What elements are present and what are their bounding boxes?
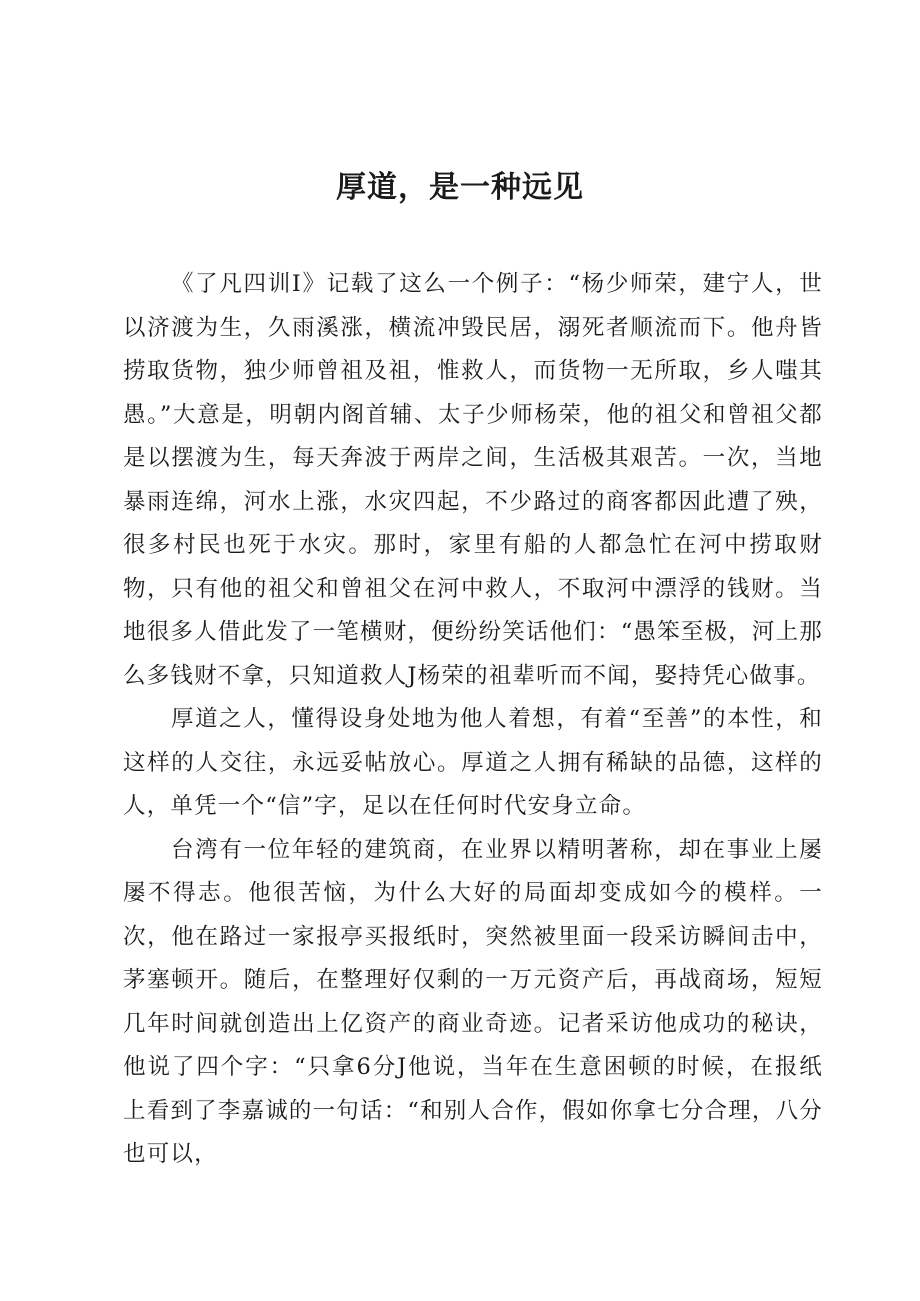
article-body — [123, 263, 823, 1177]
paragraph-1: 《了凡四训I》记载了这么一个例子：“杨少师荣，建宁人，世以济渡为生，久雨溪涨，横流冲毁民居，溺死者顺流而下。他舟皆捞取货物，独少师曾祖及祖，惟救人，而货物一无所取，乡人嗤其愚。”大意是，明朝内阁首辅、太子少师杨荣，他的祖父和曾祖父都是以摆渡为生，每天奔波于两岸之间，生活极其艰苦。一次，当地暴雨连绵，河水上涨，水灾四起，不少路过的商客都因此遭了殃，很多村民也死于水灾。那时，家里有船的人都急忙在河中捞取财物，只有他的祖父和曾祖父在河中救人，不取河中漂浮的钱财。当地很多人借此发了一笔横财，便纷纷笑话他们：“愚笨至极，河上那么多钱财不拿，只知道救人J杨荣的祖辈听而不闻，娶持凭心做事。 — [123, 271, 824, 689]
page-title: 厚道，是一种远见 — [336, 170, 584, 205]
paragraph-2: 厚道之人，懂得设身处地为他人着想，有着“至善”的本性，和这样的人交往，永远妥帖放心。厚道之人拥有稀缺的品德，这样的人，单凭一个“信”字，足以在任何时代安身立命。 — [123, 706, 823, 819]
paragraph-3: 台湾有一位年轻的建筑商，在业界以精明著称，却在事业上屡屡不得志。他很苦恼，为什么大好的局面却变成如今的模样。一次，他在路过一家报亭买报纸时，突然被里面一段采访瞬间击中，茅塞顿开。随后，在整理好仅剩的一万元资产后，再战商场，短短几年时间就创造出上亿资产的商业奇迹。记者采访他成功的秘诀，他说了四个字：“只拿6分J他说，当年在生意困顿的时候，在报纸上看到了李嘉诚的一句话：“和别人合作，假如你拿七分合理，八分也可以， — [123, 836, 824, 1167]
